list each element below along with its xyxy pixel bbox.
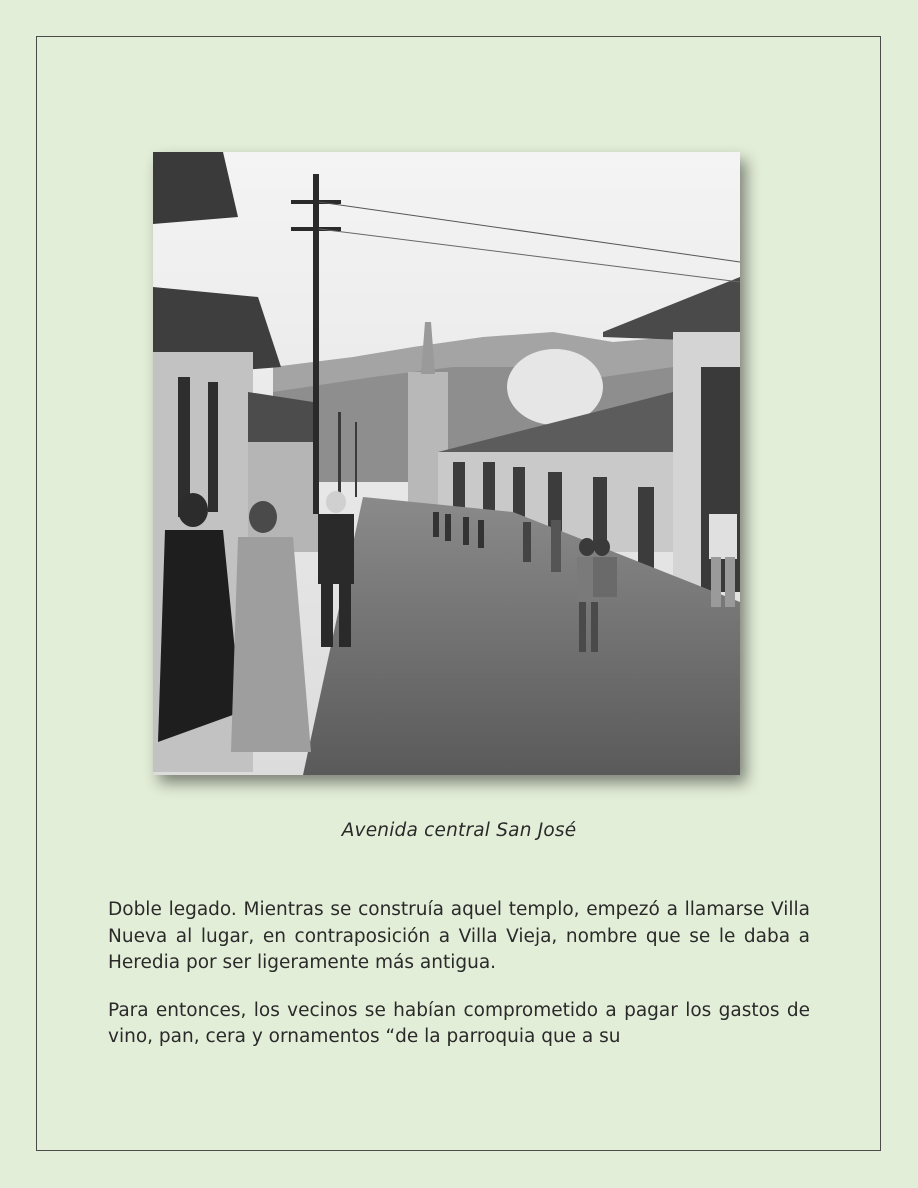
paragraph-1-text: Mientras se construía aquel templo, empezó a llamarse Villa Nueva al lugar, en contraposición a Villa Vieja, nombre que se le daba a Heredia por ser ligeramente más antigua. — [108, 899, 810, 973]
paragraph-2-text: Para entonces, los vecinos se habían comprometido a pagar los gastos de vino, pan, cera y ornamentos “de la parroquia que a su — [108, 999, 810, 1047]
paragraph-1 — [108, 897, 810, 977]
photo-caption: Avenida central San José — [341, 820, 577, 841]
paragraph-2 — [108, 998, 810, 1051]
paragraph-1-lead: Doble legado. — [108, 899, 237, 920]
article-body — [108, 897, 810, 1072]
historic-street-photo — [153, 152, 740, 775]
